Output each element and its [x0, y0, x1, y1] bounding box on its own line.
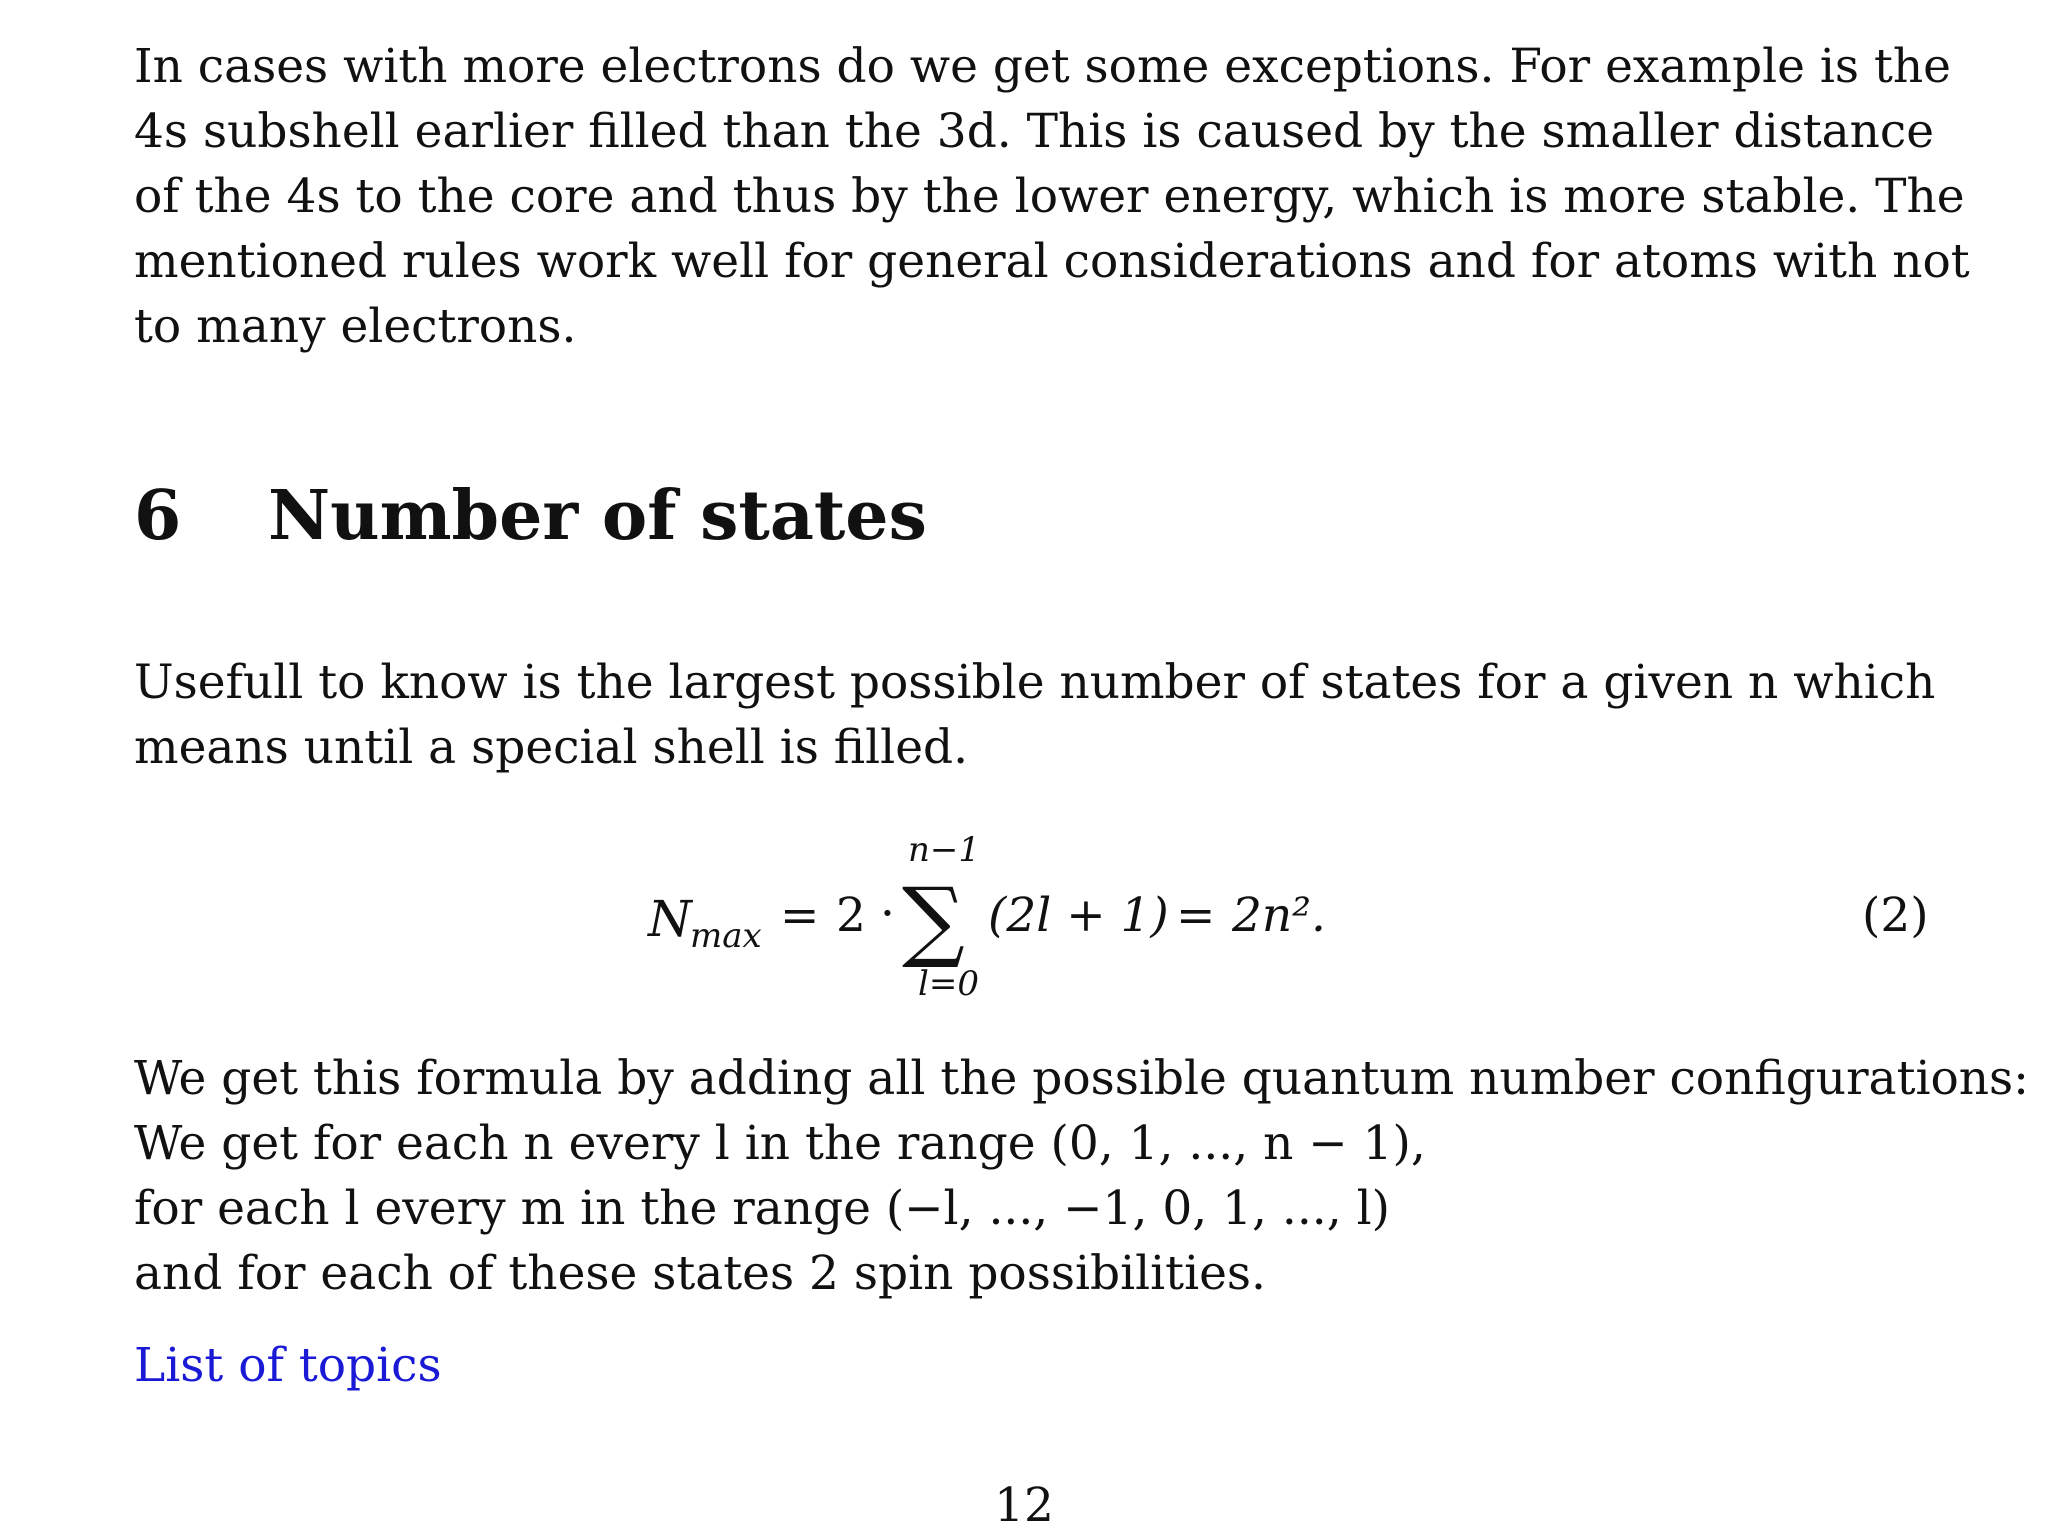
- derivation-line-4: and for each of these states 2 spin possibilities.: [134, 1246, 1266, 1301]
- equation-factor: 2: [836, 888, 866, 943]
- intro-line-3: of the 4s to the core and thus by the lower energy, which is more stable. The: [134, 169, 1965, 224]
- section-number: 6: [134, 476, 182, 556]
- section-heading: [134, 476, 927, 556]
- intro-paragraph: [134, 34, 1970, 359]
- equation-symbol: N: [648, 890, 692, 948]
- intro-line-5: to many electrons.: [134, 299, 577, 354]
- sum-upper-limit: n−1: [908, 830, 981, 870]
- equation-equals-2: =: [1176, 888, 1216, 943]
- useful-paragraph: [134, 650, 1934, 780]
- equation-equals-1: =: [780, 888, 820, 943]
- derivation-line-1: We get this formula by adding all the possible quantum number configurations:: [134, 1051, 2030, 1106]
- equation-summand: (2l + 1): [988, 888, 1169, 943]
- derivation-paragraph: [134, 1046, 2030, 1306]
- useful-line-2: means until a special shell is filled.: [134, 720, 969, 775]
- derivation-line-2: We get for each n every l in the range (0, 1, ..., n − 1),: [134, 1116, 1426, 1171]
- derivation-line-3: for each l every m in the range (−l, ..., −1, 0, 1, ..., l): [134, 1181, 1390, 1236]
- list-of-topics-link[interactable]: List of topics: [134, 1338, 442, 1393]
- section-title: Number of states: [268, 476, 927, 556]
- equation-rhs: 2n².: [1232, 888, 1326, 943]
- useful-line-1: Usefull to know is the largest possible number of states for a given n which: [134, 655, 1936, 710]
- equation-number: (2): [1862, 888, 1929, 943]
- equation-dot: ·: [880, 886, 895, 941]
- equation-block: [0, 830, 2048, 1020]
- intro-line-1: In cases with more electrons do we get some exceptions. For example is the: [134, 39, 1951, 94]
- sum-symbol: ∑: [902, 868, 965, 971]
- equation-subscript: max: [690, 916, 762, 956]
- page-number: 12: [994, 1478, 1054, 1533]
- intro-line-2: 4s subshell earlier filled than the 3d. This is caused by the smaller distance: [134, 104, 1935, 159]
- intro-line-4: mentioned rules work well for general considerations and for atoms with not: [134, 234, 1970, 289]
- sum-lower-limit: l=0: [918, 964, 979, 1004]
